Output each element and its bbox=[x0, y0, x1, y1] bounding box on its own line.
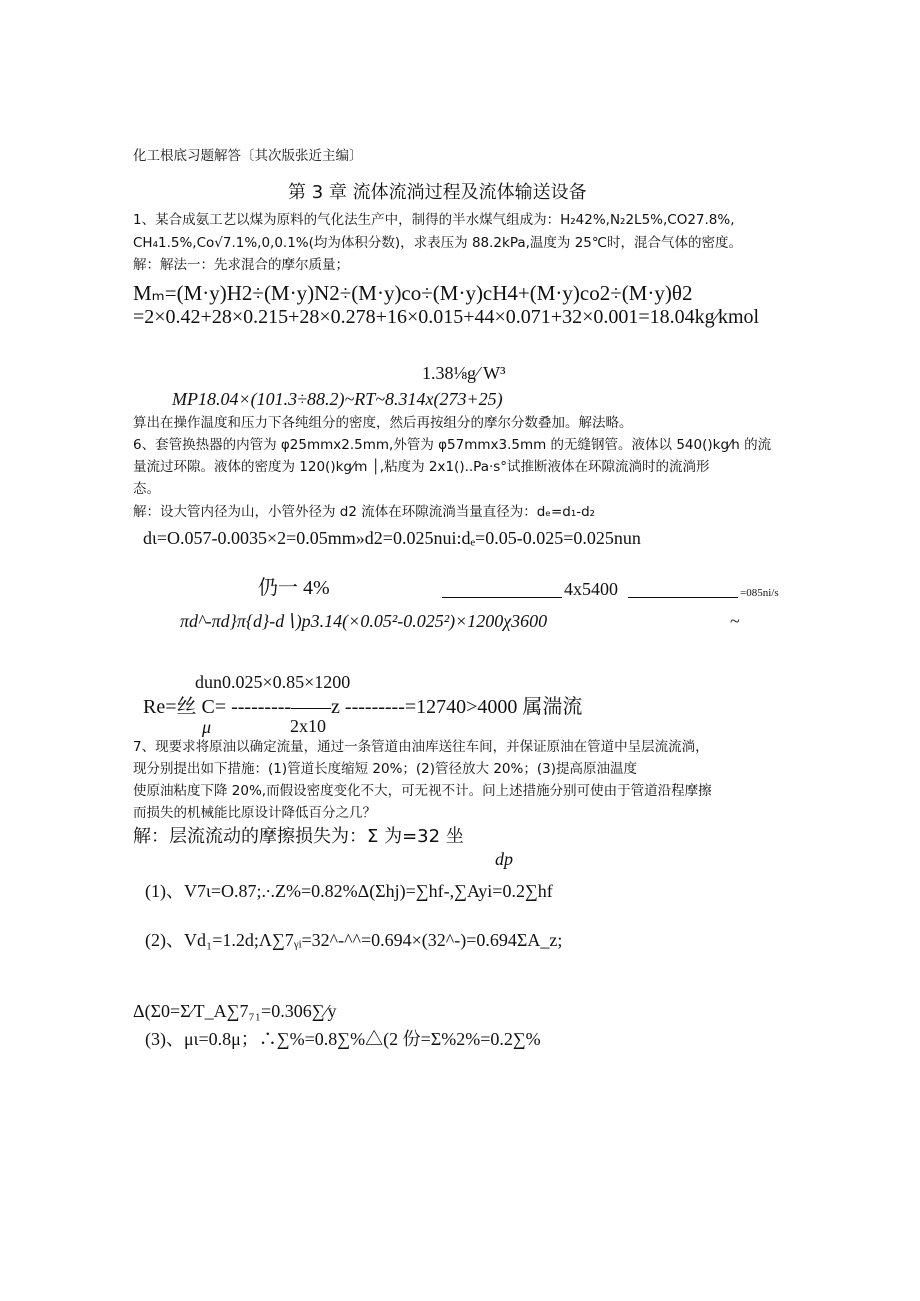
equation-reynolds-mu: μ bbox=[202, 717, 212, 737]
problem-7-text: 7、现要求将原油以确定流量，通过一条管道由油库送往车间，并保证原油在管道中呈层流流淌， bbox=[133, 739, 709, 755]
solution-6-intro: 解：设大管内径为山，小管外径为 d2 流体在环隙流淌当量直径为：dₑ=d₁-d₂ bbox=[133, 504, 596, 520]
problem-6-text: 6、套管换热器的内管为 φ25mmx2.5mm,外管为 φ57mmx3.5mm 的无缝钢管。液体以 540()kg⁄h 的流 bbox=[133, 437, 772, 453]
fraction-line bbox=[628, 597, 738, 598]
problem-1-text: 1、某合成氨工艺以煤为原料的气化法生产中，制得的半水煤气组成为：H₂42%,N₂2L5%,CO27.8%, bbox=[133, 212, 735, 228]
equation-case-2: (2)、Vd₁=1.2d;Λ∑7ᵧᵢ=32^-^^=0.694×(32^-)=0.694ΣA_z; bbox=[145, 930, 563, 950]
document-header: 化工根底习题解答〔其次版张近主编〕 bbox=[133, 148, 363, 164]
problem-6-text: 量流过环隙。液体的密度为 120()kg⁄m │,粘度为 2x1()..Pa·s°试推断液体在环隙流淌时的流淌形 bbox=[133, 459, 710, 475]
equation-density-result: 1.38⅛g⁄ W³ bbox=[422, 363, 506, 383]
problem-7-text: 使原油粘度下降 20%,而假设密度变化不大，可无视不计。问上述措施分别可使由于管道沿程摩擦 bbox=[133, 783, 712, 799]
equation-molar-mass-result: =2×0.42+28×0.215+28×0.278+16×0.015+44×0.071+32×0.001=18.04kg⁄kmol bbox=[133, 306, 760, 328]
equation-dp: dp bbox=[495, 849, 513, 869]
equation-velocity-numerator: 4x5400 bbox=[564, 579, 618, 599]
problem-1-text: CH₄1.5%,Co√7.1%,0,0.1%(均为体积分数)，求表压为 88.2kPa,温度为 25℃时，混合气体的密度。 bbox=[133, 235, 743, 251]
equation-velocity-denominator: πd^-πd}π{d}-d∖)p3.14(×0.05²-0.025²)×1200χ3600 bbox=[180, 611, 548, 631]
approx-symbol: ~ bbox=[730, 611, 740, 631]
problem-7-text: 现分别提出如下措施：(1)管道长度缩短 20%；(2)管径放大 20%；(3)提高原油温度 bbox=[133, 761, 637, 777]
equation-velocity-result: =085ni/s bbox=[740, 587, 779, 599]
equation-velocity-left: 仍一 4% bbox=[258, 577, 330, 599]
chapter-title: 第 3 章 流体流淌过程及流体输送设备 bbox=[288, 182, 587, 203]
equation-diameters: dι=O.057-0.0035×2=0.05mm»d2=0.025nui:dₑ=0.05-0.025=0.025nun bbox=[143, 528, 641, 548]
fraction-line bbox=[442, 597, 562, 598]
equation-reynolds-denominator: 2x10 bbox=[290, 716, 326, 736]
solution-1-intro: 解：解法一：先求混合的摩尔质量； bbox=[133, 257, 349, 273]
equation-reynolds-numerator: dun0.025×0.85×1200 bbox=[195, 672, 351, 692]
equation-molar-mass: Mₘ=(M·y)H2÷(M·y)N2÷(M·y)co÷(M·y)cH4+(M·y)co2÷(M·y)θ2 bbox=[133, 281, 693, 305]
equation-case-2-result: Δ(Σ0=Σ⁄T_A∑7₇₁=0.306∑⁄y bbox=[133, 1001, 337, 1021]
solution-note: 算出在操作温度和压力下各纯组分的密度，然后再按组分的摩尔分数叠加。解法略。 bbox=[133, 415, 633, 431]
solution-7-intro: 解：层流流动的摩擦损失为：Σ 为=32 坐 bbox=[133, 826, 464, 847]
equation-case-1: (1)、V7ι=O.87;.∙.Z%=0.82%Δ(Σhj)=∑hf-,∑Ayi=0.2∑hf bbox=[145, 881, 553, 901]
equation-density: MP18.04×(101.3÷88.2)~RT~8.314x(273+25) bbox=[172, 389, 503, 409]
problem-6-text: 态。 bbox=[133, 481, 160, 497]
problem-7-text: 而损失的机械能比原设计降低百分之几？ bbox=[133, 805, 376, 821]
equation-case-3: (3)、μι=0.8μ；∴∑%=0.8∑%△(2 份=Σ%2%=0.2∑% bbox=[145, 1029, 541, 1049]
equation-reynolds: Re=丝 C= ---------——z ---------=12740>4000 属湍流 bbox=[143, 696, 583, 718]
